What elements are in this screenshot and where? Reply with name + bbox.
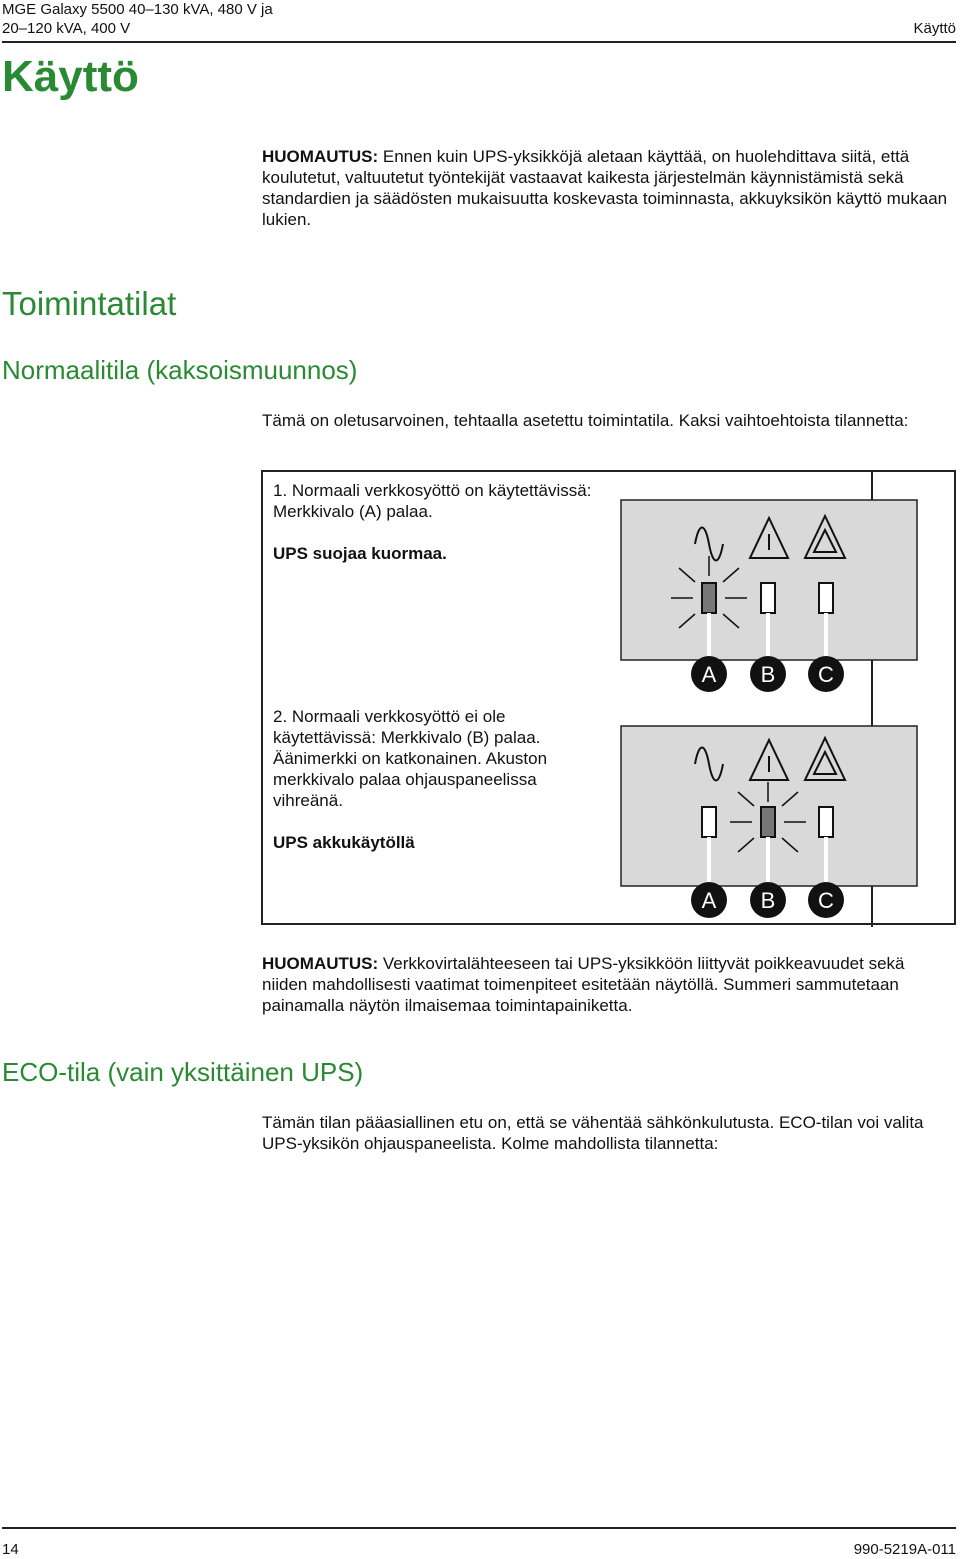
mode-1-description: 1. Normaali verkkosyöttö on käytettävissä: Merkkivalo (A) palaa.: [273, 481, 592, 521]
subsection-heading-normal: Normaalitila (kaksoismuunnos): [2, 355, 358, 385]
badge-b-label: B: [760, 888, 776, 913]
led-a: [702, 583, 716, 613]
badge-c-label: C: [818, 888, 834, 913]
badge-a-label: A: [701, 888, 717, 913]
badge-a-label: A: [701, 662, 717, 687]
subsection-heading-eco: ECO-tila (vain yksittäinen UPS): [2, 1057, 364, 1087]
led-b: [761, 807, 775, 837]
section-name: Käyttö: [913, 20, 956, 37]
mode-2-description: 2. Normaali verkkosyöttö ei ole käytettävissä: Merkkivalo (B) palaa. Äänimerkki on katkonainen. Akuston merkkivalo palaa ohjauspaneelissa vihreänä.: [273, 707, 548, 810]
document-title-line2: 20–120 kVA, 400 V: [2, 20, 131, 37]
note-alarm: [262, 953, 942, 1016]
header-divider: [2, 41, 956, 43]
note-text: Ennen kuin UPS-yksikköjä aletaan käyttää, on huolehdittava siitä, että koulutetut, valtuutetut työntekijät vastaavat kaikesta järjestelmän käynnistämistä sekä standardien ja säädösten mukaisuutta koskevasta toiminnasta, akkuyksikön käyttö mukaan lukien.: [262, 147, 948, 229]
note-label: HUOMAUTUS:: [262, 147, 379, 166]
normal-intro: Tämä on oletusarvoinen, tehtaalla asetettu toimintatila. Kaksi vaihtoehtoista tilannetta:: [262, 411, 909, 430]
led-c: [819, 583, 833, 613]
page-number: 14: [2, 1541, 19, 1558]
led-b: [761, 583, 775, 613]
indicator-panel-mode-1: [613, 492, 923, 697]
note-warning: [262, 146, 952, 230]
document-number: 990-5219A-011: [853, 1541, 956, 1558]
note-label: HUOMAUTUS:: [262, 954, 379, 973]
led-c: [819, 807, 833, 837]
page-title: Käyttö: [2, 52, 139, 101]
section-heading: Toimintatilat: [2, 285, 177, 322]
badge-b-label: B: [760, 662, 776, 687]
modes-table: [261, 470, 956, 925]
mode-2-status: UPS akkukäytöllä: [273, 833, 415, 852]
document-title: [2, 0, 273, 38]
footer-divider: [2, 1527, 956, 1529]
led-a: [702, 807, 716, 837]
eco-intro: Tämän tilan pääasiallinen etu on, että se vähentää sähkönkulutusta. ECO-tilan voi valita UPS-yksikön ohjauspaneelista. Kolme mahdollista tilannetta:: [262, 1113, 924, 1153]
note-text: Verkkovirtalähteeseen tai UPS-yksikköön liittyvät poikkeavuudet sekä niiden mahdollisesti vaatimat toimenpiteet esitetään näytöllä. Summeri sammutetaan painamalla näytön ilmaisemaa toimintapainiketta.: [262, 954, 905, 1015]
badge-c-label: C: [818, 662, 834, 687]
mode-1-status: UPS suojaa kuormaa.: [273, 544, 447, 563]
document-title-line1: MGE Galaxy 5500 40–130 kVA, 480 V ja: [2, 1, 273, 18]
indicator-panel-mode-2: [613, 718, 923, 923]
